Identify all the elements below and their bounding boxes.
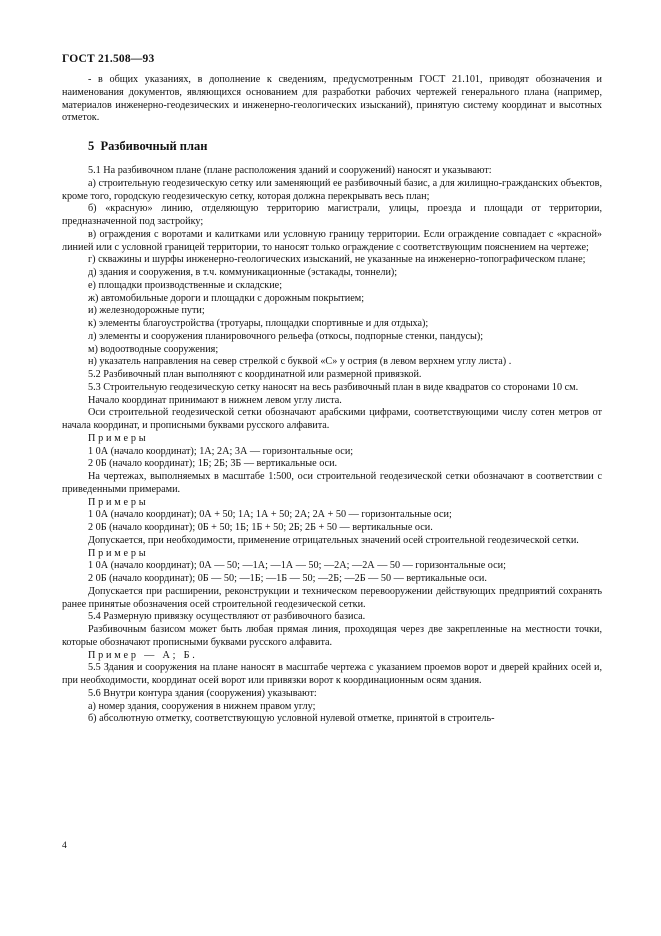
body-paragraph: 2 0Б (начало координат); 1Б; 2Б; 3Б — вертикальные оси.	[88, 458, 338, 470]
body-paragraph: в) ограждения с воротами и калитками или условную границу территории. Если ограждение совпадает с «красной» линией или с условной границей территории, то наносят только ограждение с соответствующим пояснением на чертеже;	[62, 228, 602, 253]
body-paragraph: 5.3 Строительную геодезическую сетку наносят на весь разбивочный план в виде квадратов со сторонами 10 см.	[88, 381, 579, 393]
body-paragraph: е) площадки производственные и складские;	[88, 279, 283, 291]
body-paragraph: 5.6 Внутри контура здания (сооружения) указывают:	[88, 687, 317, 699]
body-paragraph: м) водоотводные сооружения;	[88, 343, 219, 355]
body-paragraph: Разбивочным базисом может быть любая прямая линия, проходящая через две закрепленные на местности точки, которые обозначают прописными буквами русского алфавита.	[62, 624, 602, 648]
body-paragraph: д) здания и сооружения, в т.ч. коммуникационные (эстакады, тоннели);	[88, 267, 398, 278]
body-paragraph: к) элементы благоустройства (тротуары, площадки спортивные и для отдыха);	[88, 318, 429, 329]
example-label: Примеры	[88, 547, 149, 559]
body-paragraph: На чертежах, выполняемых в масштабе 1:500, оси строительной геодезической сетки обозначают в соответствии с приведенными примерами.	[62, 471, 602, 495]
document-code: ГОСТ 21.508—93	[62, 53, 155, 65]
page-number: 4	[62, 841, 67, 851]
body-paragraph: Оси строительной геодезической сетки обозначают арабскими цифрами, соответствующими числу сотен метров от начала координат, и прописными буквами русского алфавита.	[62, 407, 602, 431]
body-paragraph: Допускается, при необходимости, применение отрицательных значений осей строительной геодезической сетки.	[88, 534, 579, 546]
body-paragraph: н) указатель направления на север стрелкой с буквой «С» у острия (в левом верхнем углу листа) .	[88, 356, 512, 368]
body-paragraph: г) скважины и шурфы инженерно-геологических изысканий, не указанные на инженерно-топографическом плане;	[88, 254, 586, 266]
example-label: Пример — А; Б.	[88, 649, 198, 661]
body-paragraph: 2 0Б (начало координат); 0Б + 50; 1Б; 1Б + 50; 2Б; 2Б + 50 — вертикальные оси.	[88, 522, 433, 533]
body-paragraph: и) железнодорожные пути;	[88, 305, 205, 317]
example-label: Примеры	[88, 496, 149, 508]
section-title: Разбивочный план	[100, 139, 208, 153]
body-paragraph: 1 0А (начало координат); 0А — 50; —1А; —1А — 50; —2А; —2А — 50 — горизонтальные оси;	[88, 560, 506, 572]
body-paragraph: б) «красную» линию, отделяющую территорию магистрали, улицы, проезда и площади от территории, предназначенной под застройку;	[62, 203, 602, 227]
body-paragraph: Допускается при расширении, реконструкции и техническом перевооружении действующих предприятий сохранять ранее принятые обозначения осей строительной геодезической сетки.	[62, 585, 602, 610]
body-paragraph: 5.1 На разбивочном плане (плане расположения зданий и сооружений) наносят и указывают:	[88, 165, 492, 176]
body-paragraph: Начало координат принимают в нижнем левом углу листа.	[88, 394, 342, 406]
section-number: 5	[88, 139, 95, 153]
body-paragraph: 5.5 Здания и сооружения на плане наносят в масштабе чертежа с указанием проемов ворот и дверей крайних осей и, при необходимости, координат осей ворот или привязки ворот к координационным осям здания.	[62, 662, 602, 686]
body-paragraph: а) номер здания, сооружения в нижнем правом углу;	[88, 700, 316, 712]
body-paragraph: 1 0А (начало координат); 0А + 50; 1А; 1А + 50; 2А; 2А + 50 — горизонтальные оси;	[88, 509, 452, 521]
body-paragraph: б) абсолютную отметку, соответствующую условной нулевой отметке, принятой в строитель-	[88, 713, 495, 725]
document-body	[62, 74, 602, 726]
body-paragraph: 5.2 Разбивочный план выполняют с координатной или размерной привязкой.	[88, 369, 422, 380]
body-paragraph: ж) автомобильные дороги и площадки с дорожным покрытием;	[88, 292, 365, 304]
body-paragraph: 5.4 Размерную привязку осуществляют от разбивочного базиса.	[88, 611, 366, 623]
body-paragraph: а) строительную геодезическую сетку или заменяющий ее разбивочный базис, а для жилищно-гражданских объектов, кроме того, городскую геодезическую сетку, которая должна перекрывать весь план;	[62, 177, 602, 202]
section-heading	[62, 139, 602, 154]
example-label: Примеры	[88, 432, 149, 444]
intro-paragraph: - в общих указаниях, в дополнение к сведениям, предусмотренным ГОСТ 21.101, приводят обозначения и наименования документов, являющихся основанием для разработки рабочих чертежей генерального плана (например, материалов инженерно-геодезических и инженерно-геологических изысканий), принятую систему координат и высотных отметок.	[62, 74, 602, 124]
body-paragraph: 1 0А (начало координат); 1А; 2А; 3А — горизонтальные оси;	[88, 445, 354, 457]
body-paragraph: 2 0Б (начало координат); 0Б — 50; —1Б; —1Б — 50; —2Б; —2Б — 50 — вертикальные оси.	[88, 573, 487, 584]
body-paragraph: л) элементы и сооружения планировочного рельефа (откосы, подпорные стенки, пандусы);	[88, 330, 484, 342]
